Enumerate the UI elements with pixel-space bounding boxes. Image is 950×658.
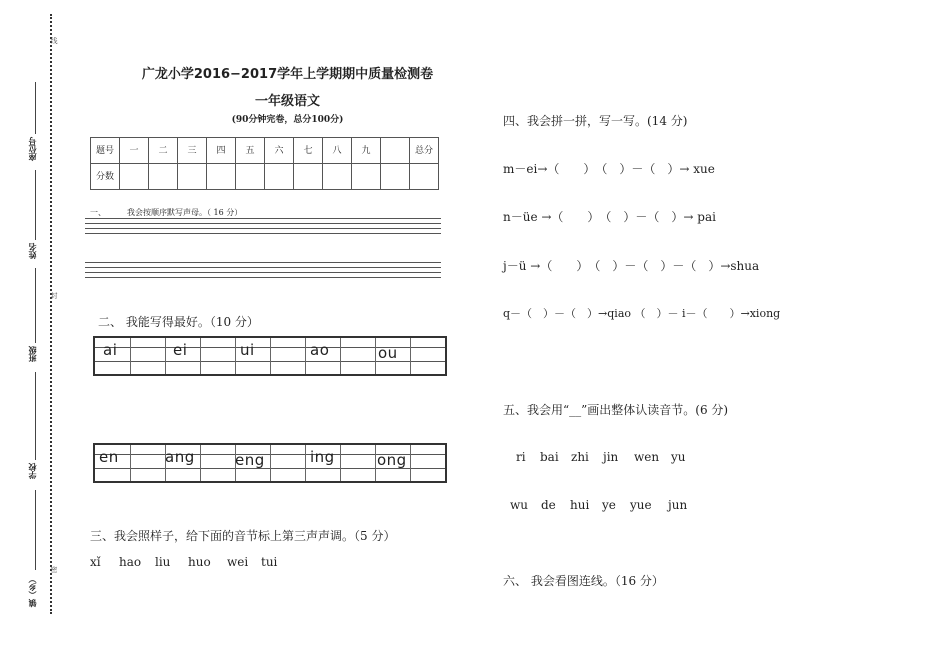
table-header: 七 [294,138,323,164]
spelling-line[interactable]: m－ei→（ ） （ ）－（ ）→ xue [503,162,715,176]
fill-line [35,82,36,134]
score-cell[interactable] [410,164,439,190]
score-table [90,137,439,190]
pinyin-sample: ao [310,341,330,359]
page-title: 广龙小学2016−2017学年上学期期中质量检测卷 [141,67,434,82]
score-cell[interactable] [120,164,149,190]
spelling-line[interactable]: n－üe →（ ） （ ）－（ ）→ pai [503,210,716,224]
section1-number: 一、 [90,208,106,217]
section1-heading: 我会按顺序默写声母。（ 16 分） [127,208,243,217]
writing-grid[interactable] [93,336,447,376]
margin-label-town: 镇（乡） [28,575,37,607]
syllable[interactable]: bai [540,450,559,464]
seal-mark: 封 [50,292,58,299]
fill-line [35,268,36,343]
score-cell[interactable] [207,164,236,190]
table-header: 九 [352,138,381,164]
syllable[interactable]: huo [188,555,211,569]
seal-mark: 线 [50,37,58,44]
pinyin-sample: ui [240,341,255,359]
score-cell[interactable] [236,164,265,190]
syllable[interactable]: hui [570,498,590,512]
table-header: 题号 [91,138,120,164]
pinyin-sample: ong [377,451,407,469]
margin-label-school: 学校 [28,463,37,479]
table-header [381,138,410,164]
writing-lines[interactable] [85,262,441,278]
binding-dotted-line [50,14,52,614]
fill-line [35,170,36,240]
writing-grid[interactable] [93,443,447,483]
syllable[interactable]: liu [155,555,171,569]
table-header: 五 [236,138,265,164]
table-header: 六 [265,138,294,164]
pinyin-sample: ang [165,448,195,466]
score-cell[interactable] [149,164,178,190]
spelling-line[interactable]: j－ü →（ ） （ ）－（ ）－（ ）→shua [503,259,760,273]
section3-heading: 三、我会照样子，给下面的音节标上第三声声调。（5 分） [90,529,396,543]
table-header: 八 [323,138,352,164]
table-header: 三 [178,138,207,164]
syllable[interactable]: hao [119,555,142,569]
section5-heading: 五、我会用“__”画出整体认读音节。(6 分) [503,403,729,417]
spelling-line[interactable]: q－（ ）－（ ）→qiao （ ）－ i－（ ）→xiong [503,307,781,320]
syllable[interactable]: wu [510,498,528,512]
table-header: 分数 [91,164,120,190]
margin-label-seat: 座位号 [28,137,37,161]
syllable[interactable]: jin [603,450,619,464]
syllable[interactable]: yue [630,498,652,512]
fill-line [35,372,36,460]
pinyin-sample: ing [310,448,335,466]
page-subtitle: 一年级语文 [254,94,320,109]
section6-heading: 六、 我会看图连线。（16 分） [503,574,664,588]
fill-line [35,490,36,570]
syllable[interactable]: zhi [571,450,589,464]
score-cell[interactable] [323,164,352,190]
writing-lines[interactable] [85,218,441,234]
score-cell[interactable] [352,164,381,190]
syllable[interactable]: ri [516,450,526,464]
syllable[interactable]: ye [602,498,616,512]
section4-heading: 四、我会拼一拼，写一写。(14 分) [503,114,688,128]
syllable[interactable]: jun [668,498,688,512]
score-cell[interactable] [178,164,207,190]
syllable[interactable]: wei [227,555,249,569]
table-header: 二 [149,138,178,164]
syllable[interactable]: yu [671,450,686,464]
syllable[interactable]: tui [261,555,278,569]
score-cell[interactable] [381,164,410,190]
exam-note: (90分钟完卷，总分100分) [231,115,344,125]
score-cell[interactable] [265,164,294,190]
pinyin-sample: ei [173,341,188,359]
score-cell[interactable] [294,164,323,190]
table-header: 一 [120,138,149,164]
pinyin-sample: en [99,448,119,466]
table-header: 四 [207,138,236,164]
margin-label-class: 班级 [28,346,37,362]
margin-label-name: 姓名 [28,243,37,259]
syllable[interactable]: wen [634,450,660,464]
seal-mark: 密 [50,566,58,573]
pinyin-sample: ou [378,344,398,362]
table-header: 总分 [410,138,439,164]
pinyin-sample: eng [235,451,265,469]
syllable[interactable]: de [541,498,556,512]
pinyin-sample: ai [103,341,118,359]
syllable: xǐ [90,555,101,569]
section2-heading: 二、 我能写得最好。（10 分） [98,315,259,329]
